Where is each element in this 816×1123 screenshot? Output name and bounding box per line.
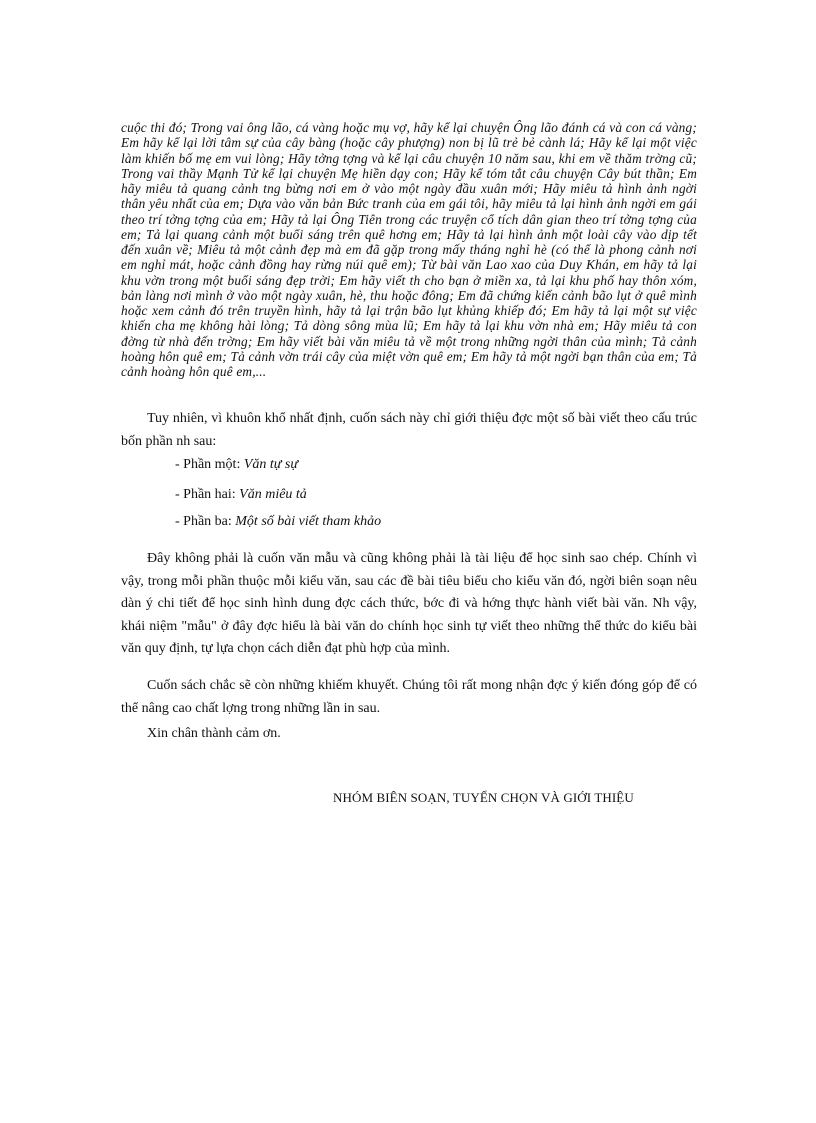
part-two-item [175, 485, 307, 505]
part-three-title: Một số bài viết tham khảo [235, 514, 382, 529]
not-model-paragraph: Đây không phải là cuốn văn mẫu và cũng không phải là tài liệu để học sinh sao chép. Chính vì vậy, trong mỗi phần thuộc mỗi kiểu văn, sau các đề bài tiêu biểu cho kiểu văn đó, ngời biên soạn nêu dàn ý chi tiết để học sinh hình dung đợc cách thức, bớc đi và hớng thực hành viết bài văn. Nh vậy, khái niệm "mẫu" ở đây đợc hiểu là bài văn do chính học sinh tự viết theo những thể thức do kiểu bài văn quy định, tự lựa chọn cách diễn đạt phù hợp của mình. [121, 551, 697, 656]
part-three-item [175, 512, 381, 532]
topic-list-paragraph: cuộc thi đó; Trong vai ông lão, cá vàng hoặc mụ vợ, hãy kể lại chuyện Ông lão đánh cá và con cá vàng; Em hãy kể lại lời tâm sự của cây bàng (hoặc cây phượng) non bị lũ trẻ bẻ cành lá; Hãy kể lại một việc làm khiến bố mẹ em vui lòng; Hãy tởng tợng và kể lại câu chuyện 10 năm sau, khi em về thăm trờng cũ; Trong vai thầy Mạnh Tử kể lại chuyện Mẹ hiền dạy con; Hãy kể tóm tắt câu chuyện Cây bút thần; Em hãy miêu tả quang cảnh tng bừng nơi em ở vào một ngày đầu xuân mới; Hãy miêu tả hình ảnh ngời thân yêu nhất của em; Dựa vào văn bản Bức tranh của em gái tôi, hãy miêu tả lại hình ảnh ngời em gái theo trí tởng tợng của em; Hãy tả lại Ông Tiên trong các truyện cổ tích dân gian theo trí tởng tợng của em; Tả lại quang cảnh một buổi sáng trên quê hơng em; Hãy tả lại hình ảnh một loài cây vào dịp tết đến xuân về; Miêu tả một cảnh đẹp mà em đã gặp trong mấy tháng nghỉ hè (có thể là phong cảnh nơi em nghỉ mát, hoặc cảnh đồng hay rừng núi quê em); Từ bài văn Lao xao của Duy Khán, em hãy tả lại khu vờn trong một buổi sáng đẹp trời; Em hãy viết th cho bạn ở miền xa, tả lại khu phố hay thôn xóm, bản làng nơi mình ở vào một ngày xuân, hè, thu hoặc đông; Em đã chứng kiến cảnh bão lụt ở quê mình hoặc xem cảnh đó trên truyền hình, hãy tả lại trận bão lụt khủng khiếp đó; Em hãy tả lại một sự việc khiến cha mẹ không hài lòng; Tả dòng sông mùa lũ; Em hãy tả lại khu vờn nhà em; Hãy miêu tả con đờng từ nhà đến trờng; Em hãy viết bài văn miêu tả về một trong những ngời thân của mình; Tả cảnh hoàng hôn quê em; Tả cảnh vờn trái cây của miệt vờn quê em; Em hãy tả một ngời bạn thân của em; Tả cảnh hoàng hôn quê em,... [121, 120, 697, 379]
thanks-paragraph: Xin chân thành cảm ơn. [147, 726, 281, 741]
part-one-title: Văn tự sự [243, 457, 299, 472]
part-one-label: - Phần một: [175, 457, 244, 472]
signature-line: NHÓM BIÊN SOẠN, TUYỂN CHỌN VÀ GIỚI THIỆU [333, 790, 634, 805]
feedback-paragraph: Cuốn sách chắc sẽ còn những khiếm khuyết. Chúng tôi rất mong nhận đợc ý kiến đóng góp để có thể nâng cao chất lợng trong những lần in sau. [121, 678, 697, 716]
part-one-item [175, 455, 298, 475]
part-two-label: - Phần hai: [175, 487, 240, 502]
part-three-label: - Phần ba: [175, 514, 236, 529]
part-two-title: Văn miêu tả [239, 487, 307, 502]
intro-paragraph: Tuy nhiên, vì khuôn khổ nhất định, cuốn sách này chỉ giới thiệu đợc một số bài viết theo cấu trúc bốn phần nh sau: [121, 411, 697, 449]
